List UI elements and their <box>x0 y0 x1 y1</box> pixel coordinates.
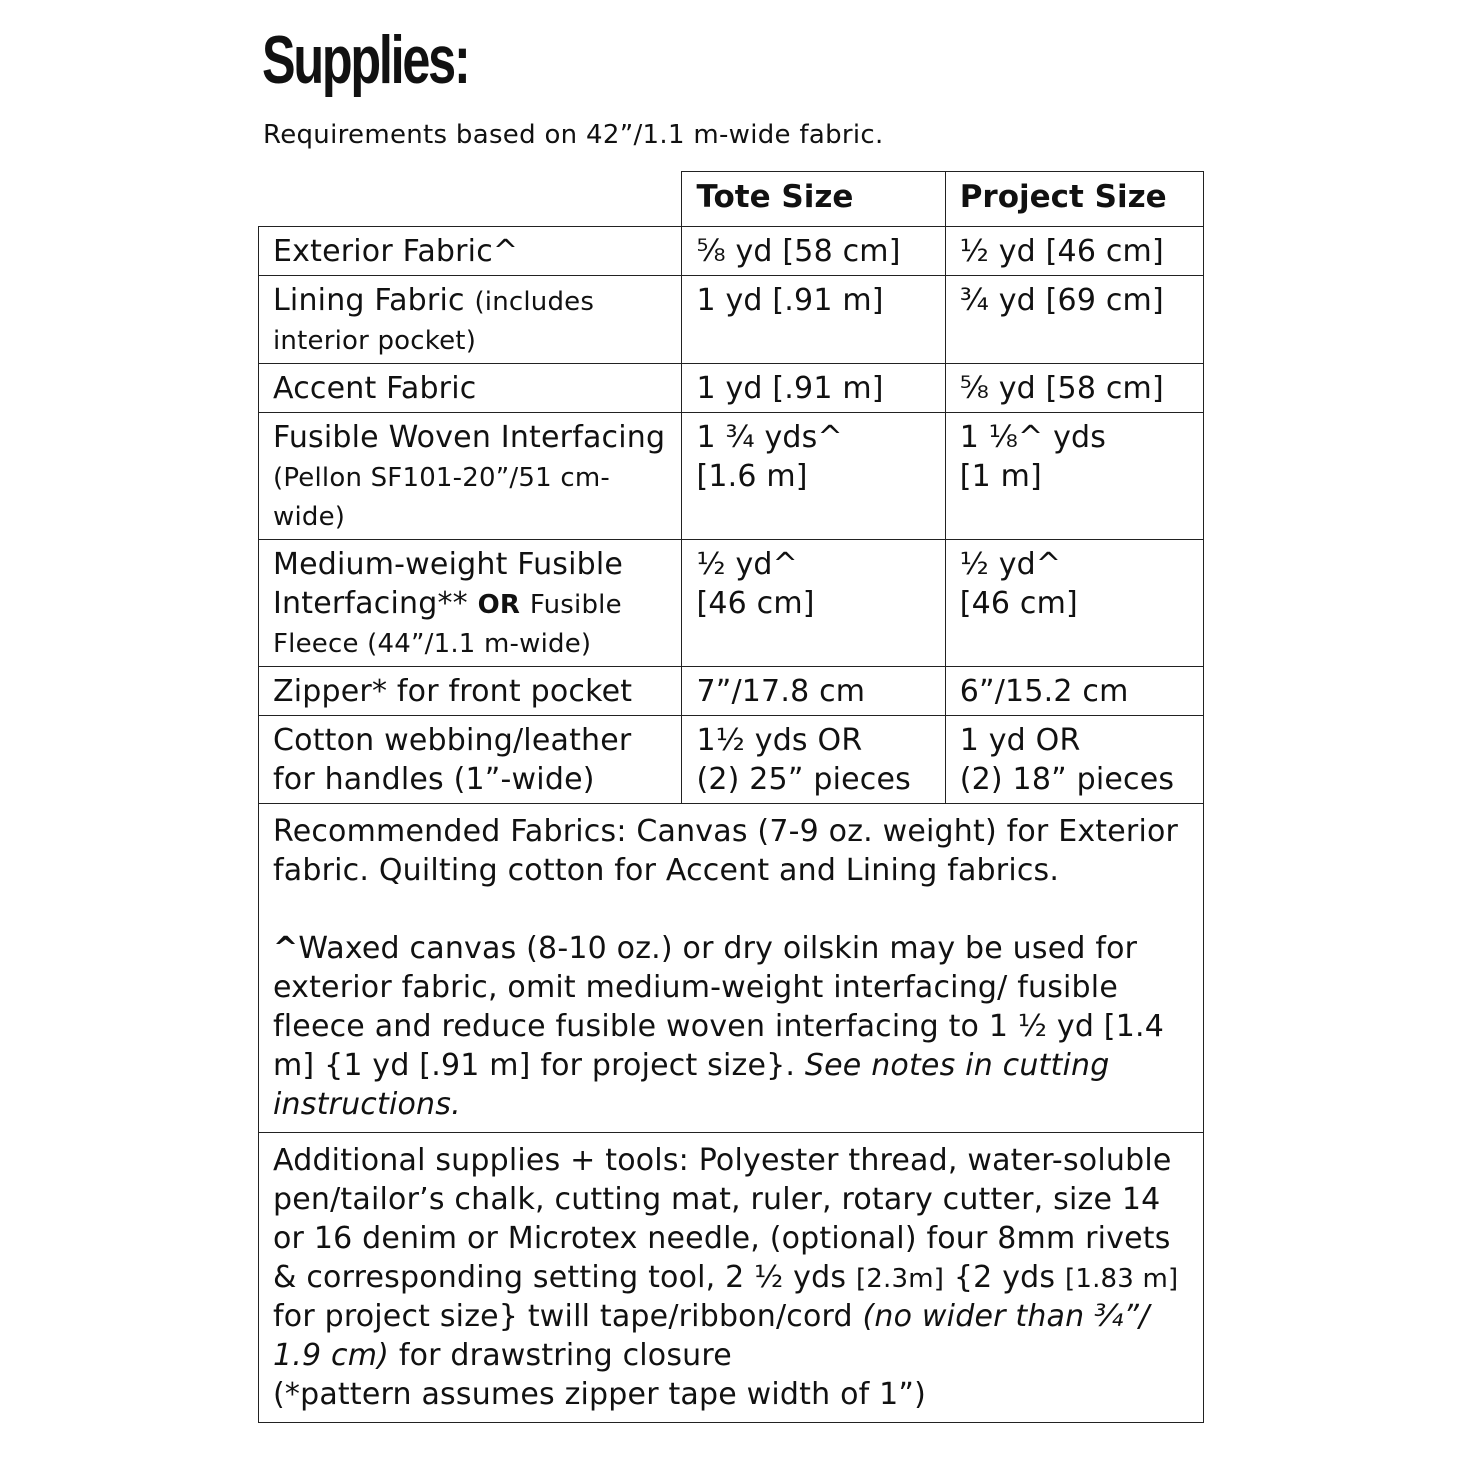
project-value-pieces: (2) 18” pieces <box>959 762 1175 797</box>
table-row <box>259 227 1204 276</box>
additional-text: for drawstring closure <box>398 1338 732 1373</box>
project-value: 1 ⅛^ yds <box>959 420 1107 455</box>
zipper-tape-note: (*pattern assumes zipper tape width of 1”) <box>273 1377 927 1412</box>
tote-cell <box>682 716 945 804</box>
tote-cell <box>682 413 945 540</box>
table-row <box>259 667 1204 716</box>
item-label: Exterior Fabric^ <box>273 234 519 269</box>
tote-value-pieces: (2) 25” pieces <box>696 762 911 797</box>
additional-metric: [1.83 m] <box>1064 1264 1179 1294</box>
page-title: Supplies: <box>262 22 469 98</box>
tote-value: 1 ¾ yds^ <box>696 420 843 455</box>
spacer <box>273 890 1189 929</box>
project-value-metric: [1 m] <box>959 459 1042 494</box>
item-cell <box>259 364 682 413</box>
tote-cell: 1 yd [.91 m] <box>682 276 945 364</box>
supplies-table <box>258 171 1204 1423</box>
item-label: Fusible Woven Interfacing <box>273 420 666 455</box>
header-empty-cell <box>259 172 682 227</box>
notes-row <box>259 1133 1204 1423</box>
table-row <box>259 364 1204 413</box>
tote-value: ½ yd^ <box>696 547 798 582</box>
recommended-fabrics-note: Recommended Fabrics: Canvas (7-9 oz. weight) for Exterior fabric. Quilting cotton for Accent and Lining fabrics. <box>273 814 1179 888</box>
project-cell <box>945 716 1203 804</box>
project-value-metric: [46 cm] <box>959 586 1078 621</box>
tote-value-metric: [1.6 m] <box>696 459 808 494</box>
tote-value: 1½ yds OR <box>696 723 863 758</box>
item-note: (includes interior pocket) <box>273 287 595 356</box>
page-subtitle: Requirements based on 42”/1.1 m-wide fabric. <box>263 120 884 150</box>
project-cell <box>945 540 1203 667</box>
waxed-canvas-note <box>273 929 1189 1124</box>
project-value: 1 yd OR <box>959 723 1081 758</box>
tote-value-metric: [46 cm] <box>696 586 815 621</box>
additional-width-note: (no wider than ¾”/ 1.9 cm) <box>273 1299 1150 1373</box>
caret-mark: ^ <box>273 931 299 966</box>
project-cell: ¾ yd [69 cm] <box>945 276 1203 364</box>
cutting-instructions-ref: See notes in cutting instructions. <box>273 1048 1110 1122</box>
additional-text: {2 yds <box>953 1260 1056 1295</box>
table-row <box>259 540 1204 667</box>
project-cell: 6”/15.2 cm <box>945 667 1203 716</box>
item-cell <box>259 540 682 667</box>
item-cell <box>259 227 682 276</box>
project-value: ½ yd^ <box>959 547 1062 582</box>
item-cell <box>259 716 682 804</box>
item-tail: Fusible <box>529 590 622 620</box>
additional-metric: [2.3m] <box>855 1264 945 1294</box>
item-cell <box>259 667 682 716</box>
item-cell <box>259 276 682 364</box>
tote-cell: 1 yd [.91 m] <box>682 364 945 413</box>
fabric-notes-cell <box>259 804 1204 1133</box>
column-header-project: Project Size <box>945 172 1203 227</box>
item-or: OR <box>477 590 521 620</box>
item-cell <box>259 413 682 540</box>
additional-text: Additional supplies + tools: Polyester thread, water-soluble pen/tailor’s chalk, cutting mat, ruler, rotary cutter, size 14 or 16 denim or Microtex needle, (optional) four 8mm rivets & corresponding setting tool, 2 ½ yds <box>273 1143 1172 1295</box>
item-label: Zipper* for front pocket <box>273 674 633 709</box>
item-label: Medium-weight Fusible Interfacing** <box>273 547 624 621</box>
item-label: Accent Fabric <box>273 371 477 406</box>
project-cell: ⅝ yd [58 cm] <box>945 364 1203 413</box>
table-row <box>259 276 1204 364</box>
tote-cell: ⅝ yd [58 cm] <box>682 227 945 276</box>
notes-row <box>259 804 1204 1133</box>
item-label: Lining Fabric <box>273 283 465 318</box>
table-header-row <box>259 172 1204 227</box>
column-header-tote: Tote Size <box>682 172 945 227</box>
item-note: Fleece (44”/1.1 m-wide) <box>273 629 592 659</box>
waxed-canvas-text: Waxed canvas (8-10 oz.) or dry oilskin may be used for exterior fabric, omit medium-weight interfacing/ fusible fleece and reduce fusible woven interfacing to 1 ½ yd [1.4 m] {1 yd [.91 m] for project size}. <box>273 931 1165 1083</box>
project-cell: ½ yd [46 cm] <box>945 227 1203 276</box>
additional-supplies-note <box>273 1141 1189 1375</box>
table-row <box>259 413 1204 540</box>
additional-supplies-cell <box>259 1133 1204 1423</box>
item-label: Cotton webbing/leather for handles (1”-wide) <box>273 723 632 797</box>
item-note: (Pellon SF101-20”/51 cm-wide) <box>273 463 610 532</box>
additional-text: for project size} twill tape/ribbon/cord <box>273 1299 853 1334</box>
table-row <box>259 716 1204 804</box>
tote-cell <box>682 540 945 667</box>
tote-cell: 7”/17.8 cm <box>682 667 945 716</box>
project-cell <box>945 413 1203 540</box>
